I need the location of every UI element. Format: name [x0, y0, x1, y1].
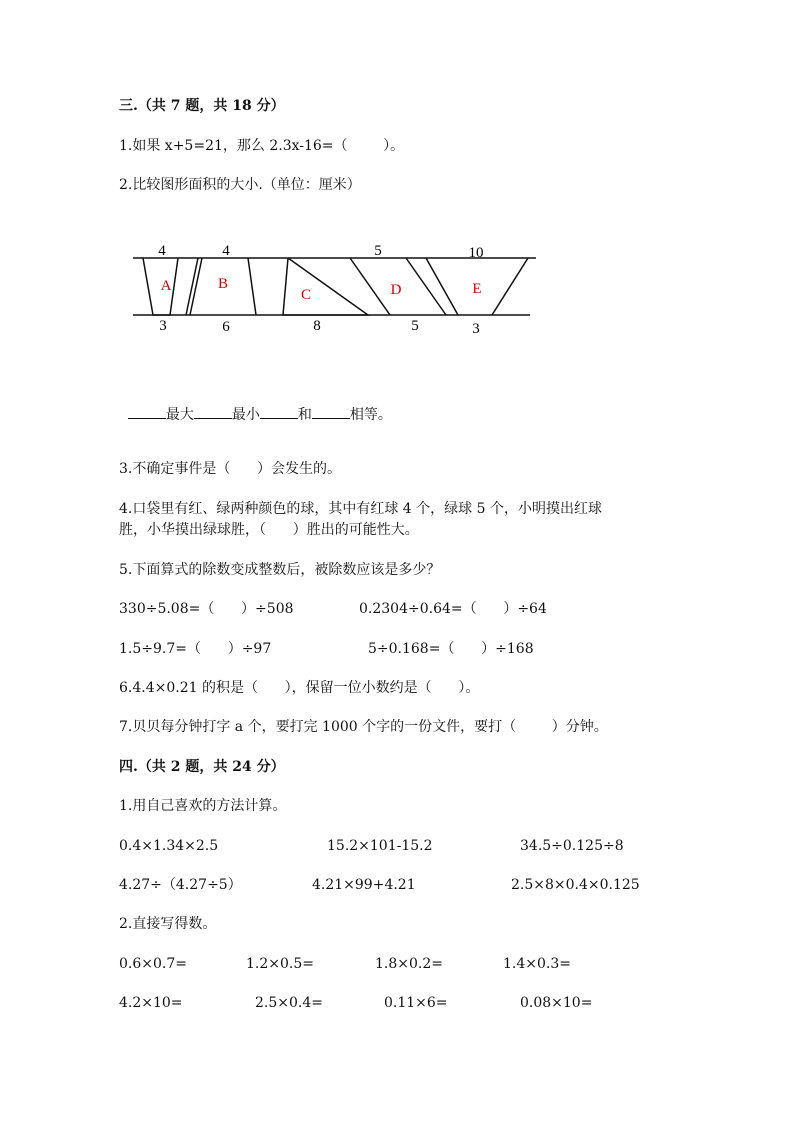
- shape-label-a: A: [160, 278, 172, 294]
- question-3-4-line-2: 胜，小华摸出绿球胜，（ ）胜出的可能性大。: [119, 522, 419, 538]
- bottom-label-a: 3: [159, 318, 167, 334]
- question-3-7: 7.贝贝每分钟打字 a 个，要打完 1000 个字的一份文件，要打（ ）分钟。: [119, 719, 608, 735]
- question-4-2: 2.直接写得数。: [119, 916, 217, 932]
- section-4-heading: 四.（共 2 题，共 24 分）: [119, 759, 285, 775]
- answer-blank: [260, 404, 298, 419]
- bottom-label-e: 3: [472, 321, 480, 337]
- mental-math-item: 1.2×0.5=: [246, 956, 314, 972]
- bottom-label-b: 6: [222, 319, 230, 335]
- mental-math-item: 0.11×6=: [384, 995, 448, 1011]
- shape-label-d: D: [390, 282, 402, 298]
- question-3-5: 5.下面算式的除数变成整数后，被除数应该是多少？: [119, 562, 441, 578]
- mental-math-item: 0.08×10=: [520, 995, 593, 1011]
- question-3-2: 2.比较图形面积的大小.（单位：厘米）: [119, 177, 361, 193]
- shape-d-right-edge: [406, 258, 446, 315]
- top-label-d: 5: [374, 243, 382, 259]
- q5-item: 330÷5.08=（ ）÷508: [119, 601, 294, 617]
- question-3-6: 6.4.4×0.21 的积是（ ），保留一位小数约是（ ）。: [119, 680, 480, 696]
- question-4-1: 1.用自己喜欢的方法计算。: [119, 798, 287, 814]
- mental-math-item: 1.8×0.2=: [375, 956, 443, 972]
- top-label-b: 4: [222, 243, 230, 259]
- calc-item: 15.2×101-15.2: [327, 838, 433, 854]
- bottom-label-c: 8: [313, 318, 321, 334]
- top-label-a: 4: [158, 243, 166, 259]
- mental-math-item: 1.4×0.3=: [503, 956, 571, 972]
- calc-item: 4.21×99+4.21: [312, 877, 416, 893]
- question-3-2-answer-line: [119, 384, 392, 425]
- shape-b-right-edge: [248, 258, 256, 315]
- answer-blank: [128, 404, 166, 419]
- answer-blank: [194, 404, 232, 419]
- section-3-heading: 三.（共 7 题，共 18 分）: [119, 98, 285, 114]
- calc-item: 34.5÷0.125÷8: [520, 838, 624, 854]
- shape-e-left-edge: [426, 258, 458, 315]
- shape-e-right-edge: [492, 258, 528, 315]
- question-3-1: 1.如果 x+5=21，那么 2.3x-16=（ ）。: [119, 138, 405, 154]
- mental-math-item: 0.6×0.7=: [119, 956, 187, 972]
- answer-text-largest: 最大: [165, 407, 194, 423]
- answer-blank: [312, 404, 350, 419]
- shape-label-c: C: [300, 287, 312, 303]
- answer-text-and: 和: [297, 407, 312, 423]
- question-3-3: 3.不确定事件是（ ）会发生的。: [119, 461, 342, 477]
- bottom-label-d: 5: [411, 318, 419, 334]
- area-comparison-figure: [128, 236, 548, 346]
- mental-math-item: 2.5×0.4=: [255, 995, 323, 1011]
- mental-math-item: 4.2×10=: [119, 995, 183, 1011]
- shape-label-e: E: [472, 281, 482, 297]
- question-3-4-line-1: 4.口袋里有红、绿两种颜色的球，其中有红球 4 个，绿球 5 个，小明摸出红球: [119, 501, 602, 517]
- q5-item: 0.2304÷0.64=（ ）÷64: [359, 601, 547, 617]
- q5-item: 1.5÷9.7=（ ）÷97: [119, 641, 272, 657]
- answer-text-equal: 相等。: [349, 407, 392, 423]
- calc-item: 4.27÷（4.27÷5）: [119, 877, 242, 893]
- shape-label-b: B: [217, 276, 229, 292]
- calc-item: 2.5×8×0.4×0.125: [511, 877, 640, 893]
- top-label-e: 10: [468, 245, 484, 261]
- answer-text-smallest: 最小: [231, 407, 260, 423]
- q5-item: 5÷0.168=（ ）÷168: [368, 641, 534, 657]
- calc-item: 0.4×1.34×2.5: [119, 838, 219, 854]
